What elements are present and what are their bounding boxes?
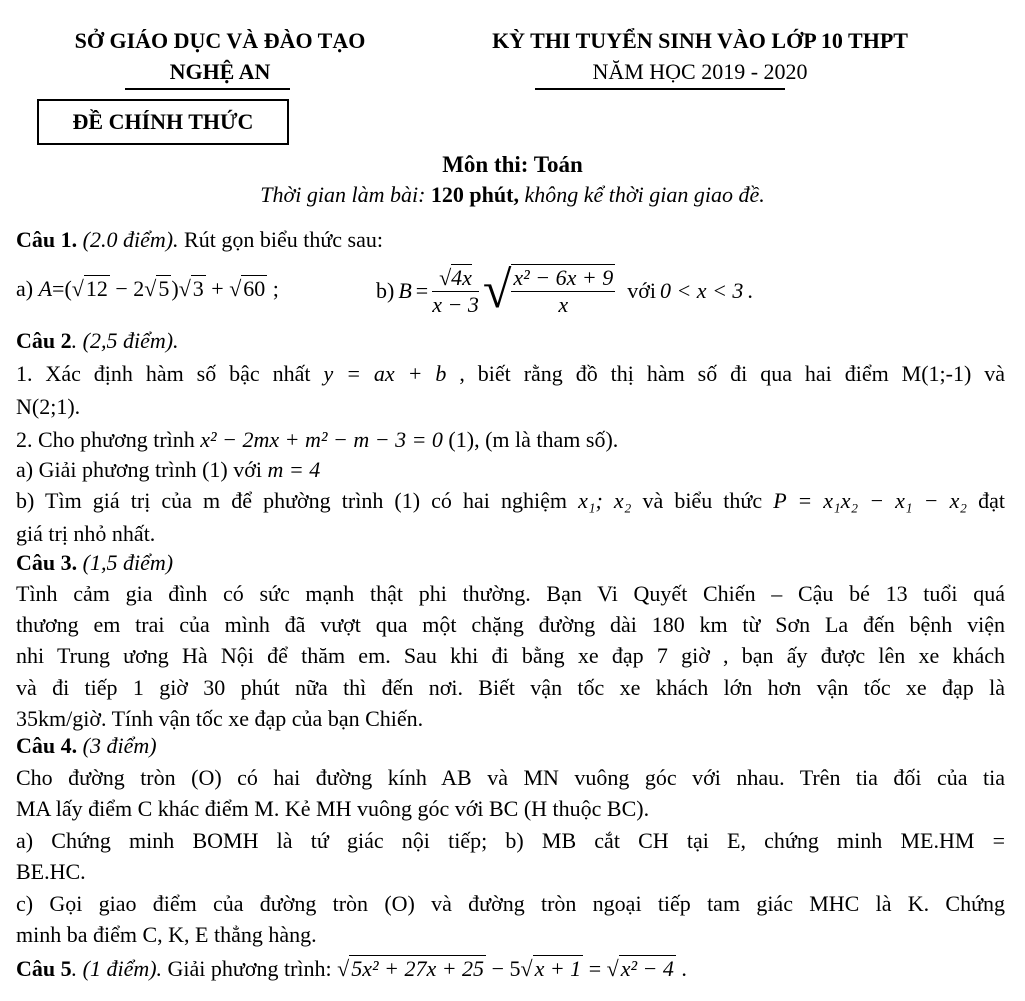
math-op: − 5: [486, 956, 521, 981]
question-label: Câu 4.: [16, 733, 78, 758]
radicand: 5: [158, 276, 170, 301]
math-op: =: [415, 278, 429, 303]
question-1a: a) A=(√12 − 2√5)√3 + √60 ;: [16, 276, 279, 301]
math-op: +: [205, 276, 230, 301]
condition: 0 < x < 3: [659, 278, 744, 303]
condition-prefix: với: [627, 278, 656, 303]
text: (1), (m là tham số).: [442, 427, 619, 452]
part-label: a): [16, 276, 34, 301]
math-expr: P = x₁x₂ − x₁ − x₂: [773, 488, 968, 513]
radicand: x² − 4: [620, 956, 674, 981]
province-underline: [125, 88, 290, 90]
question-1b: [376, 256, 753, 326]
text: , biết rằng đồ thị hàm số đi qua hai điểm M(1;-1) và: [459, 361, 1005, 386]
question-4-line: c) Gọi giao điểm của đường tròn (O) và đường tròn ngoại tiếp tam giác MHC là K. Chứng: [16, 891, 1005, 916]
math-expr: x² − 2mx + m² − m − 3 = 0: [200, 427, 443, 452]
exam-duration: [0, 182, 1025, 208]
part-label: b): [376, 278, 395, 303]
question-label: Câu 5: [16, 956, 72, 981]
text: đạt: [978, 488, 1006, 513]
question-points: (3 điểm): [77, 733, 157, 758]
question-2-part1-cont: N(2;1).: [16, 394, 81, 419]
question-text: Rút gọn biểu thức sau:: [178, 227, 383, 252]
exam-title: KỲ THI TUYỂN SINH VÀO LỚP 10 THPT: [492, 28, 908, 53]
province-name: NGHỆ AN: [169, 59, 271, 84]
question-3-heading: [16, 550, 173, 576]
question-text: Giải phương trình:: [162, 956, 338, 981]
question-4-line: Cho đường tròn (O) có hai đường kính AB và MN vuông góc với nhau. Trên tia đối của tia: [16, 765, 1005, 790]
question-3-line: 35km/giờ. Tính vận tốc xe đạp của bạn Chiến.: [16, 706, 424, 731]
radicand: 5x² + 27x + 25: [351, 956, 485, 981]
radicand: 60: [243, 276, 266, 301]
numerator: x² − 6x + 9: [513, 265, 614, 290]
math-expr: x₁; x₂: [578, 488, 632, 513]
math-op: ;: [272, 276, 279, 301]
radicand: 4x: [451, 264, 472, 290]
radicand: x + 1: [534, 956, 582, 981]
question-3-line: nhi Trung ương Hà Nội để thăm em. Sau khi đi bằng xe đạp 7 giờ , bạn ấy được lên xe khách: [16, 643, 1005, 668]
question-2-part-b: [16, 488, 1005, 514]
school-year: NĂM HỌC 2019 - 2020: [592, 59, 808, 84]
question-5: Câu 5. (1 điểm). Giải phương trình: √5x² + 27x + 25 − 5√x + 1 = √x² − 4 .: [16, 956, 687, 981]
question-label: Câu 2: [16, 328, 72, 353]
math-expr: m = 4: [267, 457, 321, 482]
question-points: . (1 điểm).: [71, 956, 163, 981]
question-2-part2: [16, 427, 618, 453]
question-label: Câu 3.: [16, 550, 78, 575]
question-2-part-a: [16, 457, 320, 483]
question-4-line: BE.HC.: [16, 859, 86, 884]
fraction: $\frac{√4x}{x - 3}$: [432, 264, 479, 317]
question-4-line: MA lấy điểm C khác điểm M. Kẻ MH vuông góc với BC (H thuộc BC).: [16, 796, 650, 821]
big-radical: √: [482, 262, 512, 319]
denominator: x − 3: [432, 291, 479, 317]
question-points: (1,5 điểm): [77, 550, 174, 575]
math-expr: y = ax + b: [323, 361, 447, 386]
subject-title: Môn thi: Toán: [442, 152, 583, 177]
duration-prefix: Thời gian làm bài:: [260, 182, 431, 207]
question-4-heading: [16, 733, 157, 759]
text: a) Giải phương trình (1) với: [16, 457, 268, 482]
question-points: (2.0 điểm).: [77, 227, 179, 252]
math-op: .: [747, 278, 753, 303]
math-op: =: [583, 956, 607, 981]
math-var: B: [398, 278, 412, 303]
math-var: A: [38, 276, 53, 301]
question-label: Câu 1.: [16, 227, 78, 252]
question-1-heading: [16, 227, 383, 253]
question-3-line: thương em trai của mình đã vượt qua một chặng đường dài 180 km từ Sơn La đến bệnh viện: [16, 612, 1005, 637]
question-points: . (2,5 điểm).: [71, 328, 179, 353]
question-2-part-b-cont: giá trị nhỏ nhất.: [16, 521, 156, 546]
math-op: − 2: [109, 276, 145, 301]
question-2-part1: [16, 361, 1005, 387]
math-op: ): [171, 276, 179, 301]
text: và biểu thức: [642, 488, 774, 513]
school-year-underline: [535, 88, 785, 90]
official-exam-box: [37, 99, 289, 145]
question-4-line: minh ba điểm C, K, E thẳng hàng.: [16, 922, 317, 947]
math-op: .: [675, 956, 687, 981]
radicand: 3: [192, 276, 204, 301]
question-4-line: a) Chứng minh BOMH là tứ giác nội tiếp; b) MB cắt CH tại E, chứng minh ME.HM =: [16, 828, 1005, 853]
text: 1. Xác định hàm số bậc nhất: [16, 361, 324, 386]
text: 2. Cho phương trình: [16, 427, 201, 452]
question-3-line: Tình cảm gia đình có sức mạnh thật phi thường. Bạn Vi Quyết Chiến – Cậu bé 13 tuổi quá: [16, 581, 1005, 606]
denominator: x: [558, 292, 569, 317]
duration-suffix: không kể thời gian giao đề.: [518, 182, 765, 207]
radicand: 12: [85, 276, 108, 301]
text: b) Tìm giá trị của m để phường trình (1) có hai nghiệm: [16, 488, 579, 513]
math-op: =(: [52, 276, 72, 301]
duration-value: 120 phút,: [430, 182, 519, 207]
department-name: SỞ GIÁO DỤC VÀ ĐÀO TẠO: [74, 28, 366, 53]
question-3-line: và đi tiếp 1 giờ 30 phút nữa thì đến nơi. Biết vận tốc xe khách lớn hơn vận tốc xe đạp là: [16, 675, 1005, 700]
radical-fraction: [511, 264, 615, 318]
question-2-heading: [16, 328, 179, 354]
official-exam-label: ĐỀ CHÍNH THỨC: [72, 109, 254, 134]
